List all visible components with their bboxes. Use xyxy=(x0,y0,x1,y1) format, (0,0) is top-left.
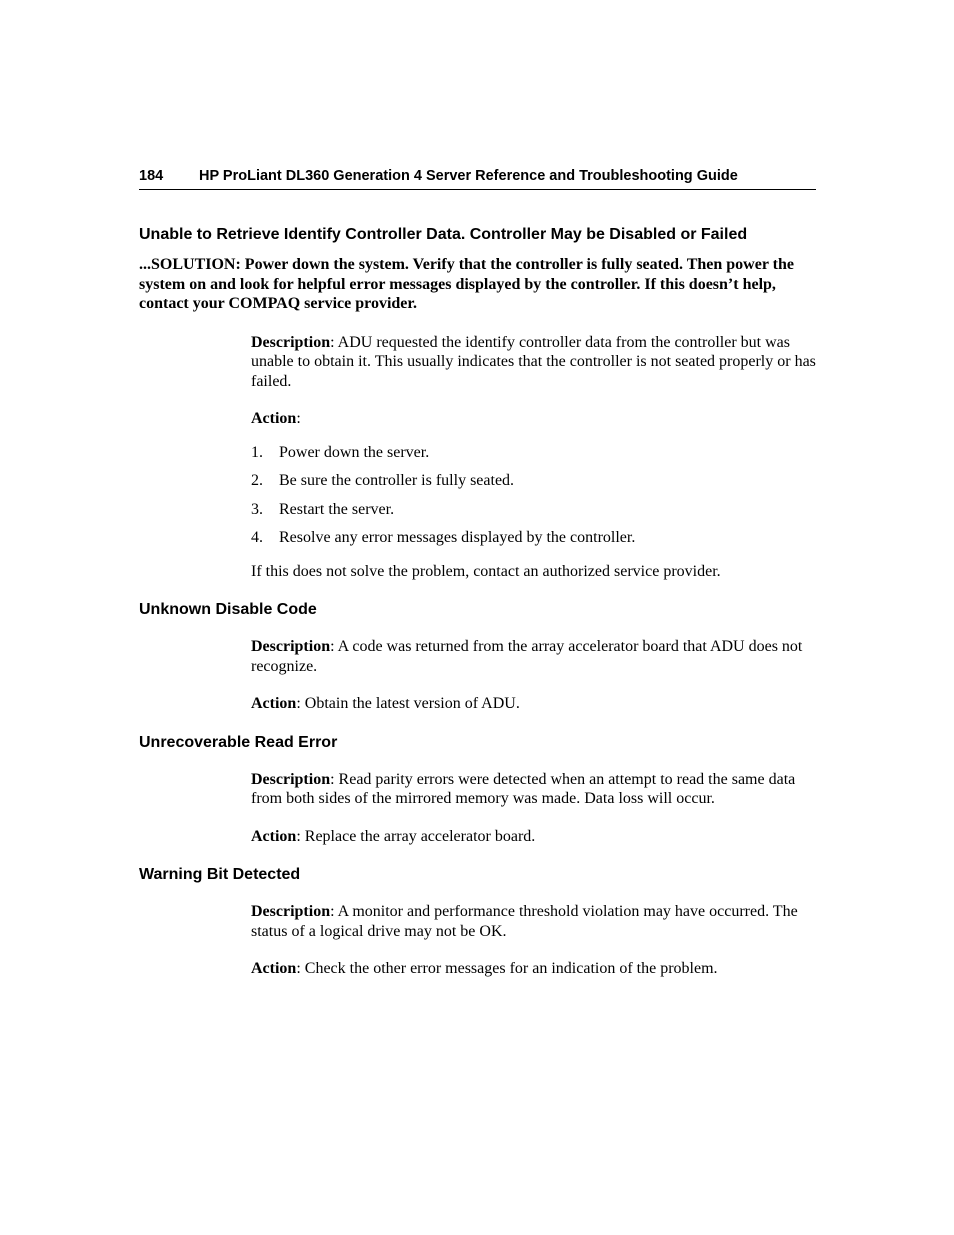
description-text: : A code was returned from the array accelerator board that ADU does not recognize. xyxy=(251,638,803,675)
description-text: : ADU requested the identify controller data from the controller but was unable to obtain it. This usually indicates that the controller is not seated properly or has failed. xyxy=(251,333,816,390)
description-label: Description xyxy=(251,638,331,655)
running-header xyxy=(139,168,816,190)
page-number: 184 xyxy=(139,168,164,184)
action-label: Action xyxy=(251,960,297,977)
step-text: Restart the server. xyxy=(279,500,395,518)
description-paragraph xyxy=(251,902,816,941)
action-label: Action xyxy=(251,695,297,712)
description-text: : A monitor and performance threshold violation may have occurred. The status of a logical drive may not be OK. xyxy=(251,903,798,940)
description-paragraph xyxy=(251,637,816,676)
action-label: Action xyxy=(251,410,297,427)
list-item xyxy=(251,500,816,520)
section-title-unknown-disable-code: Unknown Disable Code xyxy=(139,601,317,618)
list-item xyxy=(251,443,816,463)
step-text: Power down the server. xyxy=(279,443,430,461)
action-text: : Check the other error messages for an indication of the problem. xyxy=(296,960,718,977)
section1-body xyxy=(251,333,816,582)
description-label: Description xyxy=(251,903,331,920)
section4-body xyxy=(251,902,816,979)
section-title-unrecoverable-read-error: Unrecoverable Read Error xyxy=(139,733,338,751)
section-title-identify-controller: Unable to Retrieve Identify Controller Data. Controller May be Disabled or Failed xyxy=(139,226,748,243)
action-heading: Action: xyxy=(251,410,301,427)
step-text: Be sure the controller is fully seated. xyxy=(279,472,515,489)
step-number: 3. xyxy=(251,500,263,518)
description-label: Description xyxy=(251,333,331,351)
page-content xyxy=(139,224,816,979)
solution-text: ...SOLUTION: Power down the system. Verify that the controller is fully seated. Then power the system on and look for helpful error messages displayed by the controller. If this doesn’t help, contact your COMPAQ service provider. xyxy=(139,256,794,312)
description-text: : Read parity errors were detected when an attempt to read the same data from both sides of the mirrored memory was made. Data loss will occur. xyxy=(251,770,796,807)
action-label: Action xyxy=(251,827,297,845)
step-number: 1. xyxy=(251,443,263,461)
step-text: Resolve any error messages displayed by the controller. xyxy=(279,529,636,546)
list-item xyxy=(251,471,816,491)
description-paragraph xyxy=(251,333,816,392)
action-paragraph xyxy=(251,827,816,847)
action-steps-list xyxy=(251,443,816,548)
note-paragraph: If this does not solve the problem, contact an authorized service provider. xyxy=(251,562,721,580)
section2-body xyxy=(251,637,816,714)
guide-title: HP ProLiant DL360 Generation 4 Server Reference and Troubleshooting Guide xyxy=(199,168,738,184)
section-title-warning-bit-detected: Warning Bit Detected xyxy=(139,866,301,883)
action-text: : Obtain the latest version of ADU. xyxy=(296,695,520,712)
step-number: 4. xyxy=(251,529,263,546)
description-label: Description xyxy=(251,770,331,788)
list-item xyxy=(251,528,816,548)
step-number: 2. xyxy=(251,472,263,489)
action-paragraph xyxy=(251,959,816,979)
section3-body xyxy=(251,770,816,847)
description-paragraph xyxy=(251,770,816,809)
action-paragraph xyxy=(251,694,816,714)
action-text: : Replace the array accelerator board. xyxy=(296,827,536,845)
